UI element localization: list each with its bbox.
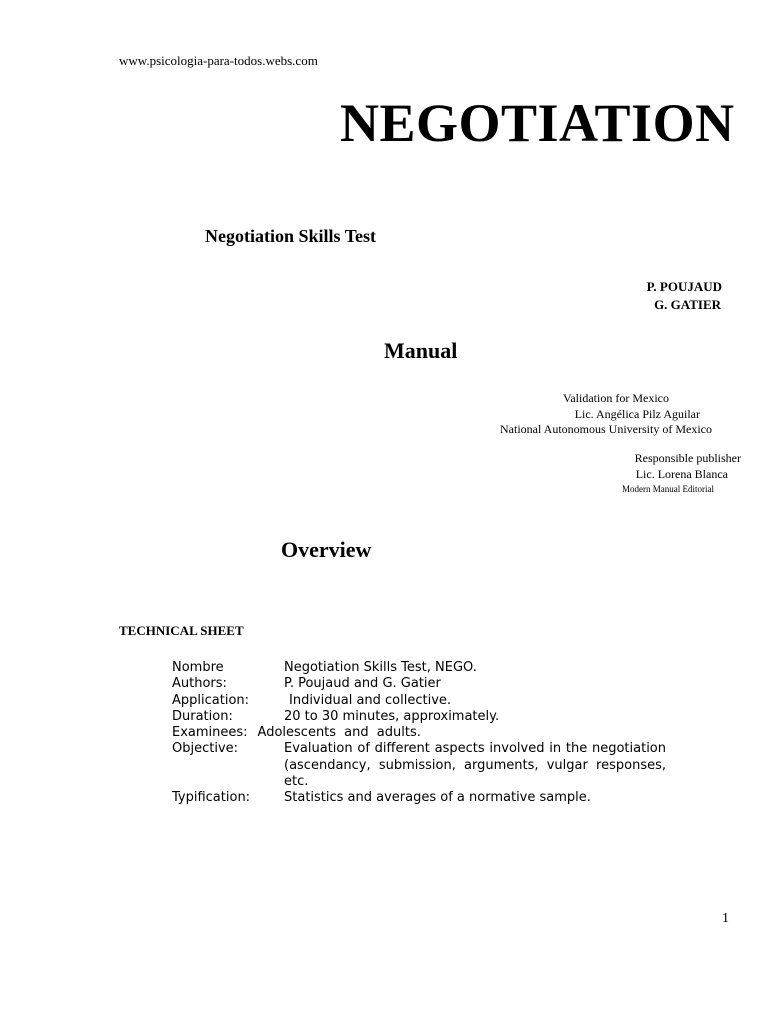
publisher-line: Responsible publisher	[634, 451, 741, 465]
sheet-label: Nombre	[172, 660, 224, 675]
sheet-label: Application:	[172, 692, 250, 708]
sheet-label: Typification:	[172, 790, 251, 806]
technical-sheet-heading: TECHNICAL SHEET	[119, 623, 244, 638]
sheet-row	[172, 790, 666, 806]
sheet-row	[172, 725, 666, 741]
sheet-row	[172, 676, 666, 692]
manual-heading: Manual	[384, 338, 458, 363]
validation-line: Lic. Angélica Pilz Aguilar	[574, 406, 700, 421]
sheet-value: Individual and collective.	[289, 692, 452, 708]
publisher-line: Modern Manual Editorial	[622, 484, 714, 494]
sheet-row	[172, 741, 666, 790]
validation-block	[500, 391, 712, 438]
sheet-value: 20 to 30 minutes, approximately.	[284, 708, 500, 724]
sheet-label: Objective:	[172, 741, 239, 757]
sheet-value: Negotiation Skills Test, NEGO.	[284, 660, 477, 675]
header-url: www.psicologia-para-todos.webs.com	[119, 53, 318, 68]
author-name: P. POUJAUD	[646, 279, 722, 294]
sheet-label: Authors:	[172, 676, 227, 692]
technical-sheet-table	[172, 660, 666, 807]
document-title: NEGOTIATION	[340, 93, 735, 153]
sheet-row	[172, 693, 666, 709]
publisher-block	[622, 451, 741, 496]
document-subtitle: Negotiation Skills Test	[205, 226, 377, 246]
sheet-value: P. Poujaud and G. Gatier	[284, 676, 441, 692]
authors-block	[647, 278, 722, 314]
sheet-label: Duration:	[172, 708, 233, 724]
page-number: 1	[722, 911, 729, 926]
sheet-value: Evaluation of different aspects involved in the negotiation (ascendancy, submission, arguments, vulgar responses, etc.	[284, 741, 666, 790]
sheet-row	[172, 660, 666, 676]
sheet-value: Adolescents and adults.	[257, 725, 421, 741]
author-name: G. GATIER	[654, 297, 721, 312]
overview-heading: Overview	[281, 537, 372, 562]
sheet-label: Examinees:	[172, 725, 248, 741]
sheet-value: Statistics and averages of a normative sample.	[284, 790, 591, 806]
validation-line: National Autonomous University of Mexico	[500, 422, 712, 436]
sheet-row	[172, 709, 666, 725]
validation-line: Validation for Mexico	[563, 391, 669, 405]
publisher-line: Lic. Lorena Blanca	[635, 466, 728, 481]
